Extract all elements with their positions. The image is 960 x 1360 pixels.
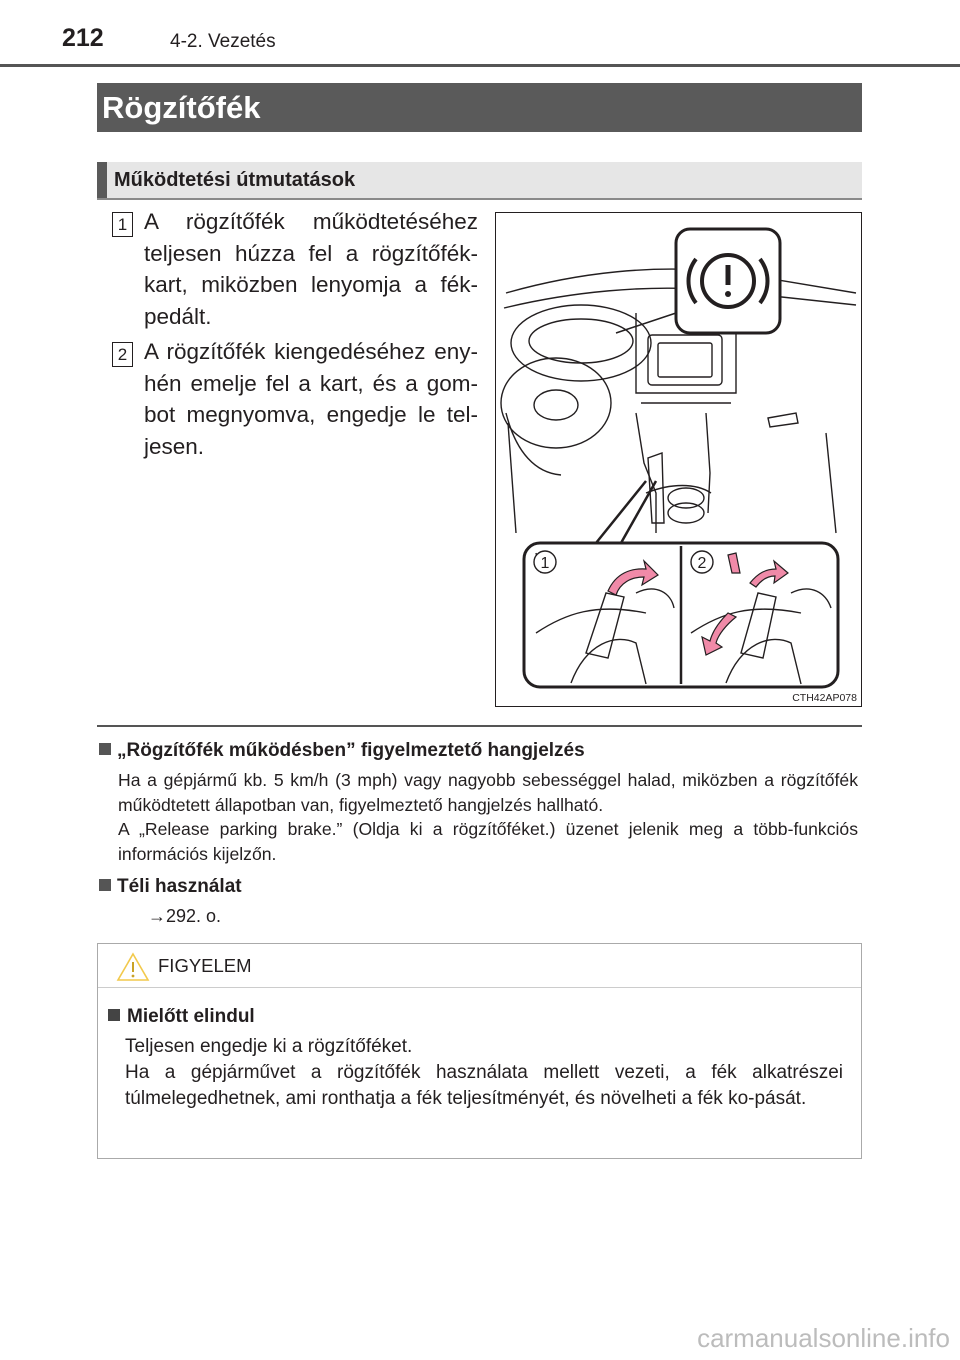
note-paragraph: A „Release parking brake.” (Oldja ki a rögzítőféket.) üzenet jelenik meg a több-funkciós információs kijelzőn. <box>118 819 858 864</box>
warning-heading-text: Mielőtt elindul <box>127 1006 255 1027</box>
parking-brake-illustration <box>495 212 862 707</box>
note-heading-winter <box>99 876 242 898</box>
watermark: carmanualsonline.info <box>697 1323 950 1353</box>
step-1 <box>112 206 478 332</box>
illustration-drawing <box>496 213 860 705</box>
warning-text <box>125 1034 843 1112</box>
warning-heading <box>108 1006 255 1028</box>
chapter-title: 4-2. Vezetés <box>170 31 276 52</box>
step-number: 1 <box>112 212 133 237</box>
header-rule <box>0 64 960 67</box>
subsection-title: Működtetési útmutatások <box>114 169 356 191</box>
step-2 <box>112 336 478 462</box>
note-heading-alarm <box>99 740 585 762</box>
section-title: Rögzítőfék <box>97 83 862 132</box>
page-reference: →292. o. <box>148 906 222 926</box>
step-text: A rögzítőfék kiengedéséhez eny-hén emelje fel a kart, és a gom-bot megnyomva, engedje le tel-jesen. <box>144 339 478 459</box>
step-text: A rögzítőfék működtetéséhez teljesen húzza fel a rögzítőfék-kart, miközben lenyomja a fék-pedált. <box>144 209 478 329</box>
bullet-square-icon <box>99 879 111 891</box>
note-heading-text: „Rögzítőfék működésben” figyelmeztető hangjelzés <box>117 740 585 761</box>
inset-callout-2: 2 <box>697 555 707 572</box>
inset-callout-1: 1 <box>540 555 550 572</box>
warning-box <box>97 943 862 1159</box>
warning-triangle-icon <box>116 952 150 982</box>
step-number: 2 <box>112 342 133 367</box>
section-separator <box>97 725 862 727</box>
warning-header <box>98 944 861 988</box>
note-paragraph: Ha a gépjármű kb. 5 km/h (3 mph) vagy nagyobb sebességgel halad, miközben a rögzítőfék működtetett állapotban van, figyelmeztető hangjelzés hallható. <box>118 770 858 815</box>
warning-title: FIGYELEM <box>158 955 252 976</box>
page-number: 212 <box>62 24 104 52</box>
bullet-square-icon <box>99 743 111 755</box>
warning-line: Teljesen engedje ki a rögzítőféket. <box>125 1036 413 1057</box>
note-heading-text: Téli használat <box>117 876 242 897</box>
subsection-bar <box>97 162 862 200</box>
figure-code: CTH42AP078 <box>792 692 857 704</box>
bullet-square-icon <box>108 1009 120 1021</box>
subsection-accent <box>97 162 107 198</box>
warning-line: Ha a gépjárművet a rögzítőfék használata mellett vezeti, a fék alkatrészei túlmelegedhetnek, ami ronthatja a fék teljesítményét, és növelheti a fék ko-pását. <box>125 1062 843 1109</box>
